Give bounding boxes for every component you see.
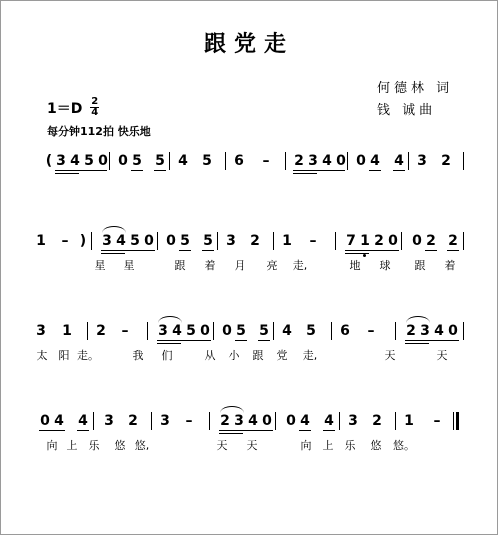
note-token: 3 (158, 323, 168, 339)
note-token: 2 (128, 413, 138, 429)
duration-underline-double (293, 173, 317, 174)
bar-line (285, 152, 286, 170)
note-token: 0 (118, 153, 128, 169)
note-token: 4 (172, 323, 182, 339)
duration-underline-double (157, 343, 181, 344)
note-token: 3 (308, 153, 318, 169)
bar-line (401, 232, 402, 250)
bar-line (87, 322, 88, 340)
song-title: 跟党走 (203, 32, 294, 57)
note-token: 3 (420, 323, 430, 339)
note-token: 4 (78, 413, 88, 429)
note-token: 0 (200, 323, 210, 339)
bar-line (225, 152, 226, 170)
lyric-syllable: 悠 (370, 439, 382, 452)
lyric-syllable: 地 (349, 259, 361, 272)
note-token: 3 (102, 233, 112, 249)
bar-line (408, 152, 409, 170)
note-token: 2 (448, 233, 458, 249)
duration-underline (53, 430, 65, 431)
lyric-syllable: 着 (444, 259, 456, 272)
note-token: 3 (104, 413, 114, 429)
duration-underline (101, 250, 155, 251)
time-signature-bottom: 4 (91, 107, 99, 118)
note-token: 2 (220, 413, 230, 429)
lyric-syllable: 走, (292, 259, 308, 272)
note-token: 2 (426, 233, 436, 249)
duration-underline-double (55, 173, 79, 174)
note-token: 1 (404, 413, 414, 429)
lyric-syllable: 党 (276, 349, 288, 362)
note-token: 4 (434, 323, 444, 339)
bar-line (275, 412, 276, 430)
lyric-syllable: 上 (322, 439, 334, 452)
bar-line (395, 412, 396, 430)
key-signature (47, 97, 99, 118)
octave-dot (363, 254, 366, 257)
duration-underline-double (405, 343, 429, 344)
lyric-syllable: 太 (36, 349, 48, 362)
duration-underline (425, 250, 437, 251)
bar-line (209, 412, 210, 430)
bar-line (331, 322, 332, 340)
note-token: 0 (40, 413, 50, 429)
bar-line (147, 322, 148, 340)
lyric-syllable: 从 (204, 349, 216, 362)
lyric-syllable: 月 (234, 259, 246, 272)
lyric-syllable: 小 (228, 349, 240, 362)
bar-line (273, 322, 274, 340)
duration-underline (293, 170, 345, 171)
duration-underline (154, 170, 166, 171)
note-token: 0 (144, 233, 154, 249)
duration-underline (202, 250, 214, 251)
duration-underline (77, 430, 89, 431)
lyric-syllable: 悠。 (393, 439, 415, 452)
note-token: 5 (186, 323, 196, 339)
lyric-syllable: 跟 (414, 259, 426, 272)
lyric-syllable: 走, (302, 349, 318, 362)
note-token: 4 (70, 153, 80, 169)
note-token: 0 (448, 323, 458, 339)
lyric-syllable: 天 (436, 349, 448, 362)
note-token: 4 (116, 233, 126, 249)
note-token: 5 (132, 153, 142, 169)
note-token: 3 (160, 413, 170, 429)
lyric-syllable: 上 (66, 439, 78, 452)
bar-line (347, 152, 348, 170)
note-token: 3 (56, 153, 66, 169)
note-token: 4 (178, 153, 188, 169)
tempo-marking: 每分钟112拍 快乐地 (47, 125, 151, 138)
final-bar-thin (453, 412, 454, 430)
note-token: 7 (346, 233, 356, 249)
lyric-syllable: 天 (216, 439, 228, 452)
lyric-syllable: 我 (132, 349, 144, 362)
note-token: 0 (336, 153, 346, 169)
note-token: 5 (306, 323, 316, 339)
slur-mark (102, 226, 126, 233)
note-token: 2 (372, 413, 382, 429)
note-token: ) (79, 233, 87, 249)
duration-underline (179, 250, 191, 251)
lyric-syllable: 悠, (134, 439, 150, 452)
note-token: 4 (282, 323, 292, 339)
note-token: – (367, 323, 375, 339)
duration-underline-double (101, 253, 125, 254)
bar-line (395, 322, 396, 340)
note-token: 4 (370, 153, 380, 169)
note-token: 5 (203, 233, 213, 249)
composer-credit: 钱 诚曲 (377, 103, 437, 118)
lyric-syllable: 跟 (252, 349, 264, 362)
bar-line (273, 232, 274, 250)
time-signature-top: 2 (91, 96, 99, 107)
note-token: – (121, 323, 129, 339)
bar-line (109, 152, 110, 170)
bar-line (217, 232, 218, 250)
duration-underline (393, 170, 405, 171)
note-token: 4 (324, 413, 334, 429)
note-token: 3 (234, 413, 244, 429)
bar-line (335, 232, 336, 250)
bar-line (463, 152, 464, 170)
bar-line (169, 152, 170, 170)
note-token: 5 (202, 153, 212, 169)
note-token: 4 (394, 153, 404, 169)
note-token: 0 (166, 233, 176, 249)
bar-line (93, 412, 94, 430)
note-token: – (185, 413, 193, 429)
note-token: 5 (84, 153, 94, 169)
duration-underline (258, 340, 270, 341)
duration-underline (405, 340, 459, 341)
lyric-syllable: 星 (94, 259, 106, 272)
note-token: 0 (222, 323, 232, 339)
bar-line (151, 412, 152, 430)
note-token: 0 (412, 233, 422, 249)
note-token: 3 (417, 153, 427, 169)
note-token: – (61, 233, 69, 249)
lyric-syllable: 乐 (344, 439, 356, 452)
final-bar-thick (456, 412, 459, 430)
duration-underline-double (219, 433, 243, 434)
key-label: 1＝D (47, 100, 83, 117)
note-token: ( (45, 153, 53, 169)
duration-underline (323, 430, 335, 431)
bar-line (463, 322, 464, 340)
time-signature (90, 97, 99, 118)
lyric-syllable: 们 (161, 349, 173, 362)
lyric-syllable: 悠 (114, 439, 126, 452)
note-token: 4 (322, 153, 332, 169)
bar-line (339, 412, 340, 430)
note-token: 3 (348, 413, 358, 429)
note-token: 1 (360, 233, 370, 249)
bar-line (213, 322, 214, 340)
duration-underline (447, 250, 459, 251)
duration-underline (219, 430, 273, 431)
note-token: 2 (96, 323, 106, 339)
lyric-syllable: 天 (384, 349, 396, 362)
lyric-syllable: 球 (379, 259, 391, 272)
note-token: 5 (259, 323, 269, 339)
duration-underline (55, 170, 107, 171)
note-token: 2 (374, 233, 384, 249)
lyric-syllable: 向 (300, 439, 312, 452)
note-token: 0 (262, 413, 272, 429)
duration-underline (131, 170, 143, 171)
lyric-syllable: 天 (246, 439, 258, 452)
note-token: 2 (441, 153, 451, 169)
duration-underline (299, 430, 311, 431)
lyric-syllable: 亮 (266, 259, 278, 272)
note-token: 0 (388, 233, 398, 249)
note-token: 2 (250, 233, 260, 249)
note-token: – (262, 153, 270, 169)
lyric-syllable: 星 (123, 259, 135, 272)
slur-mark (220, 406, 244, 413)
lyric-syllable: 走。 (77, 349, 99, 362)
lyricist-credit: 何德林 词 (377, 81, 454, 96)
note-token: 1 (36, 233, 46, 249)
bar-line (463, 232, 464, 250)
note-token: 5 (130, 233, 140, 249)
bar-line (91, 232, 92, 250)
lyric-syllable: 跟 (174, 259, 186, 272)
lyric-syllable: 向 (46, 439, 58, 452)
lyric-syllable: 乐 (88, 439, 100, 452)
duration-underline (157, 340, 211, 341)
note-token: 1 (62, 323, 72, 339)
note-token: 0 (98, 153, 108, 169)
note-token: 4 (248, 413, 258, 429)
note-token: – (309, 233, 317, 249)
duration-underline (235, 340, 247, 341)
slur-mark (406, 316, 430, 323)
note-token: 5 (180, 233, 190, 249)
note-token: 6 (340, 323, 350, 339)
note-token: 4 (54, 413, 64, 429)
duration-underline (345, 250, 399, 251)
note-token: 5 (155, 153, 165, 169)
bar-line (157, 232, 158, 250)
note-token: 4 (300, 413, 310, 429)
note-token: 3 (226, 233, 236, 249)
slur-mark (158, 316, 182, 323)
note-token: 1 (282, 233, 292, 249)
lyric-syllable: 阳 (58, 349, 70, 362)
note-token: 6 (234, 153, 244, 169)
note-token: 0 (286, 413, 296, 429)
duration-underline (369, 170, 381, 171)
note-token: 3 (36, 323, 46, 339)
note-token: 2 (294, 153, 304, 169)
note-token: 5 (236, 323, 246, 339)
note-token: 2 (406, 323, 416, 339)
note-token: – (433, 413, 441, 429)
lyric-syllable: 着 (204, 259, 216, 272)
note-token: 0 (356, 153, 366, 169)
